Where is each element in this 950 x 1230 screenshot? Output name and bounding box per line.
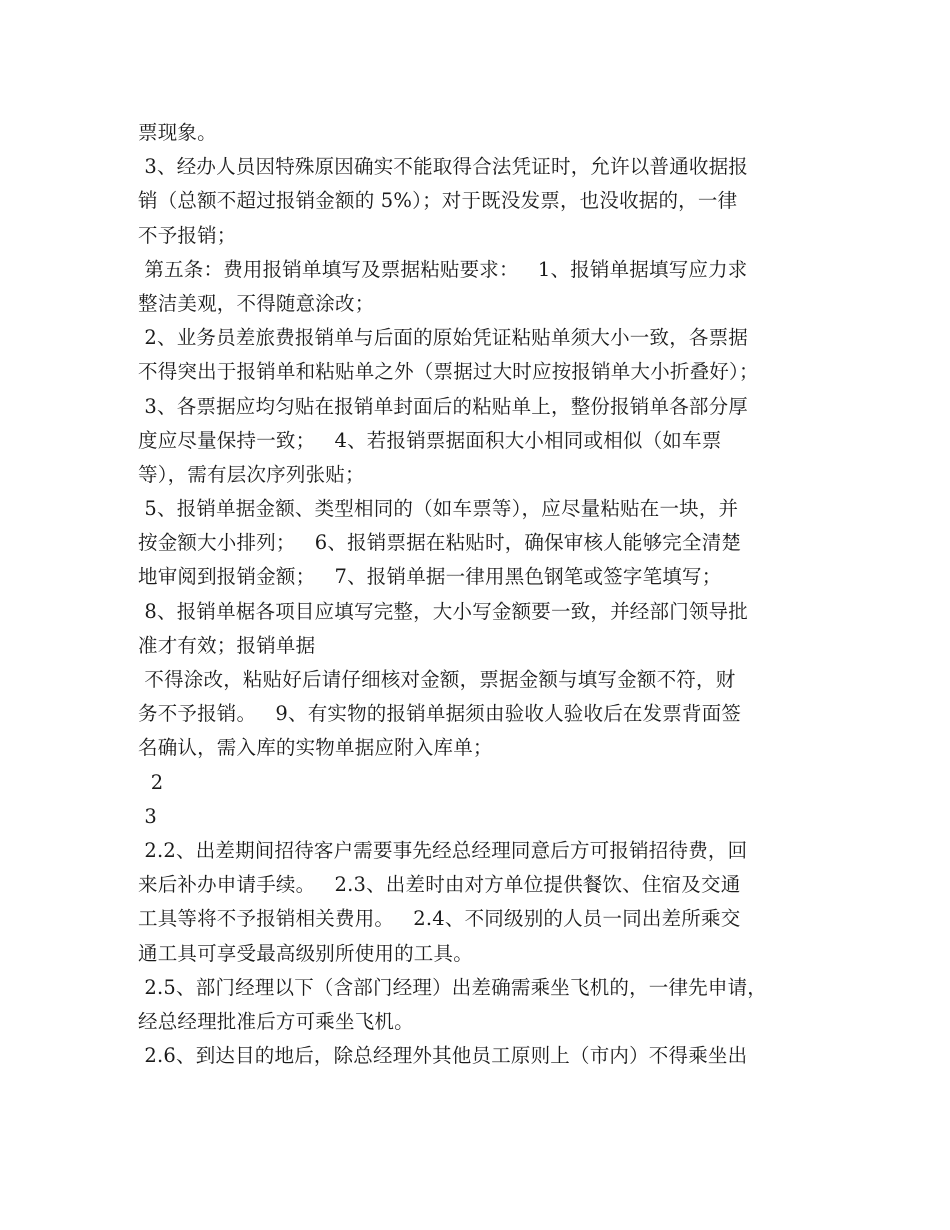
- text-line: 不得突出于报销单和粘贴单之外（票据过大时应按报销单大小折叠好）；: [138, 360, 759, 384]
- text-line: 2、业务员差旅费报销单与后面的原始凭证粘贴单须大小一致，各票据: [138, 326, 749, 350]
- page-number-text: 3: [138, 804, 158, 828]
- text-line: 工具等将不予报销相关费用。 2.4、不同级别的人员一同出差所乘交: [138, 907, 741, 931]
- text-line: 名确认，需入库的实物单据应附入库单；: [138, 736, 493, 760]
- text-line: 不得涂改，粘贴好后请仔细核对金额，票据金额与填写金额不符，财: [138, 668, 736, 691]
- text-line: 度应尽量保持一致； 4、若报销票据面积大小相同或相似（如车票: [138, 428, 722, 452]
- text-line: 2.6、到达目的地后，除总经理外其他员工原则上（市内）不得乘坐出: [138, 1044, 748, 1068]
- text-line: 整洁美观，不得随意涂改；: [138, 291, 375, 315]
- text-line: 3、各票据应均匀贴在报销单封面后的粘贴单上，整份报销单各部分厚: [138, 394, 749, 418]
- text-line: 通工具可享受最高级别所使用的工具。: [138, 941, 473, 965]
- text-line: 经总经理批准后方可乘坐飞机。: [138, 1009, 414, 1033]
- text-line: 不予报销；: [138, 223, 237, 247]
- document-text: [138, 116, 818, 1073]
- text-line: 销（总额不超过报销金额的 5%）；对于既没发票，也没收据的，一律: [138, 189, 738, 213]
- text-line: 5、报销单据金额、类型相同的（如车票等），应尽量粘贴在一块，并: [138, 497, 739, 521]
- text-line: 等），需有层次序列张贴；: [138, 462, 365, 486]
- text-line: 第五条：费用报销单填写及票据粘贴要求： 1、报销单据填写应力求: [138, 257, 748, 281]
- text-line: 3、经办人员因特殊原因确实不能取得合法凭证时，允许以普通收据报: [138, 155, 749, 179]
- text-line: 来后补办申请手续。 2.3、出差时由对方单位提供餐饮、住宿及交通: [138, 873, 741, 897]
- page-number-text: 2: [138, 770, 164, 794]
- text-line: 按金额大小排列； 6、报销票据在粘贴时，确保审核人能够完全清楚: [138, 531, 742, 555]
- text-line: 地审阅到报销金额； 7、报销单据一律用黑色钢笔或签字笔填写；: [138, 565, 722, 589]
- text-line: 务不予报销。 9、有实物的报销单据须由验收人验收后在发票背面签: [138, 702, 742, 726]
- text-line: 2.5、部门经理以下（含部门经理）出差确需乘坐飞机的，一律先申请，: [138, 975, 768, 999]
- text-line: 票现象。: [138, 121, 217, 144]
- text-line: 准才有效；报销单据: [138, 633, 316, 657]
- text-line: 8、报销单椐各项目应填写完整，大小写金额要一致，并经部门领导批: [138, 599, 749, 623]
- text-line: 2.2、出差期间招待客户需要事先经总经理同意后方可报销招待费，回: [138, 838, 748, 862]
